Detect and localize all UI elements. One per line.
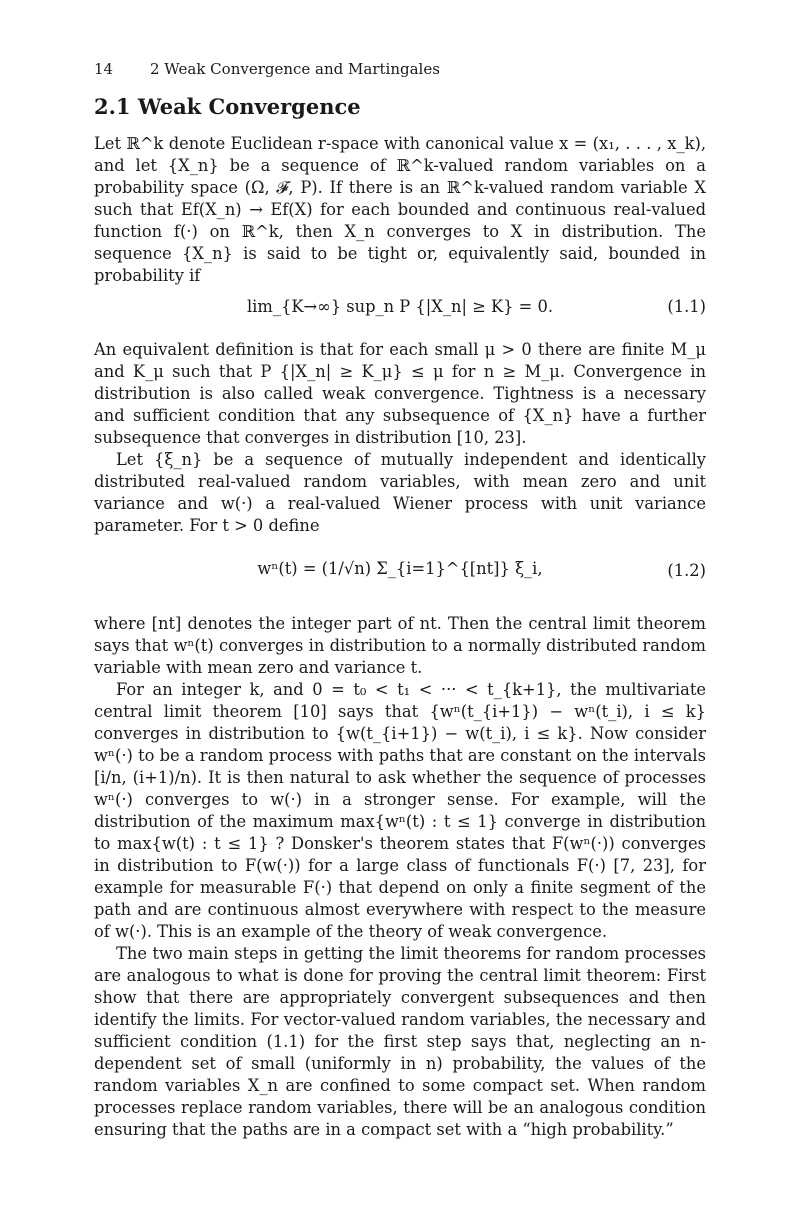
section-title: 2.1 Weak Convergence [94, 94, 361, 119]
equation-1-2 [94, 539, 706, 607]
equation-1-1 [94, 291, 706, 333]
running-head [94, 58, 706, 80]
equation-1-2-number: (1.2) [667, 561, 706, 580]
page-number: 14 [94, 60, 114, 78]
paragraph-5: For an integer k, and 0 = t₀ < t₁ < ··· < t_{k+1}, the multivariate central limit theorem [10] says that {wⁿ(t_{i+1}) − wⁿ(t_i), i ≤ k} converges in distribution to {w(t_{i+1}) − w(t_i), i ≤ k}. Now consider wⁿ(·) to be a random process with paths that are constant on the intervals [i/n, (i+1)/n). It is then natural to ask whether the sequence of processes wⁿ(·) converges to w(·) in a stronger sense. For example, will the distribution of the maximum max{wⁿ(t) : t ≤ 1} converge in distribution to max{w(t) : t ≤ 1} ? Donsker's theorem states that F(wⁿ(·)) converges in distribution to F(w(·)) for a large class of functionals F(·) [7, 23], for example for measurable F(·) that depend on only a finite segment of the path and are continuous almost everywhere with respect to the measure of w(·). This is an example of the theory of weak convergence. [94, 680, 706, 941]
paragraph-2: An equivalent definition is that for each small μ > 0 there are finite M_μ and K_μ such that P {|X_n| ≥ K_μ} ≤ μ for n ≥ M_μ. Convergence in distribution is also called weak convergence. Tightness is a necessary and sufficient condition that any subsequence of {X_n} have a further subsequence that converges in distribution [10, 23]. [94, 340, 706, 447]
paragraph-4: where [nt] denotes the integer part of nt. Then the central limit theorem says that wⁿ(t) converges in distribution to a normally distributed random variable with mean zero and variance t. [94, 614, 706, 677]
equation-1-1-number: (1.1) [667, 297, 706, 316]
page [94, 58, 706, 1141]
equation-1-1-expression: lim_{K→∞} sup_n P {|X_n| ≥ K} = 0. [246, 297, 554, 316]
paragraph-6: The two main steps in getting the limit theorems for random processes are analogous to what is done for proving the central limit theorem: First show that there are appropriately convergent subsequences and then identify the limits. For vector-valued random variables, the necessary and sufficient condition (1.1) for the first step says that, neglecting an n-dependent set of small (uniformly in n) probability, the values of the random variables X_n are confined to some compact set. When random processes replace random variables, there will be an analogous condition ensuring that the paths are in a compact set with a “high probability.” [94, 944, 706, 1139]
chapter-title: 2 Weak Convergence and Martingales [150, 60, 440, 78]
paragraph-3: Let {ξ_n} be a sequence of mutually independent and identically distributed real-valued random variables, with mean zero and unit variance and w(·) a real-valued Wiener process with unit variance parameter. For t > 0 define [94, 450, 706, 535]
equation-1-2-expression: wⁿ(t) = (1/√n) Σ_{i=1}^{[nt]} ξ_i, [257, 559, 543, 578]
paragraph-1: Let ℝ^k denote Euclidean r-space with canonical value x = (x₁, . . . , x_k), and let {X_n} be a sequence of ℝ^k-valued random variables on a probability space (Ω, 𝓕, P). If there is an ℝ^k-valued random variable X such that Ef(X_n) → Ef(X) for each bounded and continuous real-valued function f(·) on ℝ^k, then X_n converges to X in distribution. The sequence {X_n} is said to be tight or, equivalently said, bounded in probability if [94, 134, 706, 285]
